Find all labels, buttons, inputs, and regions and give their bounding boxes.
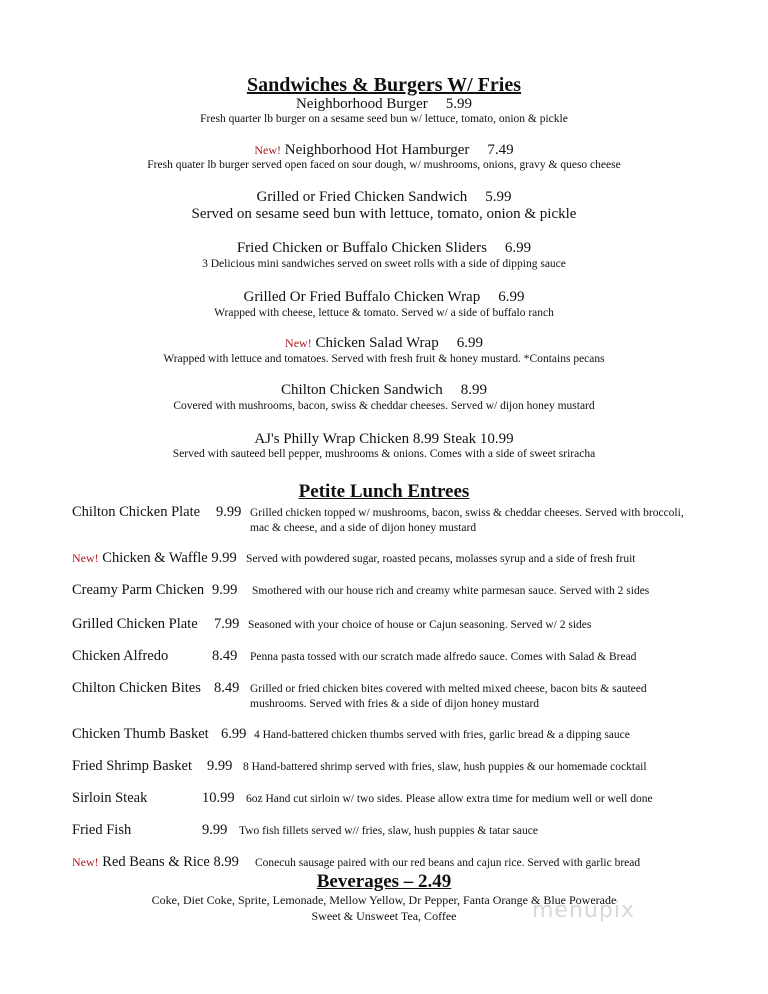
item-description: Seasoned with your choice of house or Cajun seasoning. Served w/ 2 sides [248,619,592,631]
item-price: 6.99 [498,289,525,305]
item-description: Served with sauteed bell pepper, mushrooms & onions. Comes with a side of sweet sriracha [172,448,596,460]
menu-row-chicken-alfredo [72,648,712,666]
item-description: Wrapped with lettuce and tomatoes. Served with fresh fruit & honey mustard. *Contains pecans [163,353,605,365]
item-description: Grilled or fried chicken bites covered with melted mixed cheese, bacon bits & sauteed mushrooms. Served with fries & a side of dijon honey mustard [250,683,647,710]
item-price: 6.99 [221,726,247,742]
item-description: Two fish fillets served w// fries, slaw, hush puppies & tatar sauce [239,825,538,837]
menupix-watermark: menupix [532,898,635,923]
sandwiches-heading: Sandwiches & Burgers W/ Fries [246,74,522,96]
item-description: Grilled chicken topped w/ mushrooms, bacon, swiss & cheddar cheeses. Served with broccoli, mac & cheese, and a side of dijon honey mustard [250,507,684,534]
item-name: Fried Chicken or Buffalo Chicken Sliders [236,240,487,256]
item-description: Served with powdered sugar, roasted pecans, molasses syrup and a side of fresh fruit [246,553,636,565]
menu-item-chilton-sandwich [0,382,768,399]
beverages-heading: Beverages – 2.49 [316,871,452,892]
menu-item-chicken-salad-wrap [0,335,768,352]
menu-item-chicken-sliders [0,240,768,257]
item-price: 8.99 [460,382,487,398]
menu-row-fried-fish [72,822,712,840]
item-name-wrap [72,854,239,871]
item-price: 7.49 [487,142,514,158]
menu-row-thumb-basket [72,726,712,744]
item-price: 9.99 [207,758,233,774]
new-badge: New! [72,855,99,869]
item-name: Neighborhood Hot Hamburger [284,142,470,158]
menu-row-red-beans-rice [72,854,712,872]
lunch-heading: Petite Lunch Entrees [298,481,470,502]
item-description: Conecuh sausage paired with our red beans and cajun rice. Served with garlic bread [255,857,641,869]
new-badge: New! [72,551,99,565]
item-name: Sirloin Steak [72,790,148,806]
item-name: Chicken Salad Wrap [315,335,439,351]
item-name: Fried Fish [72,822,132,838]
item-name: Chicken Alfredo [72,648,169,664]
item-price: 8.49 [212,648,238,664]
menu-item-neighborhood-burger [0,96,768,113]
item-description: Fresh quarter lb burger on a sesame seed bun w/ lettuce, tomato, onion & pickle [200,113,568,125]
item-price: 9.99 [211,550,237,566]
item-name: Chilton Chicken Sandwich [281,382,443,398]
item-name: AJ's Philly Wrap Chicken 8.99 Steak 10.99 [254,431,514,447]
item-price: 8.99 [213,854,239,870]
item-price: 9.99 [202,822,228,838]
menu-item-chicken-sandwich [0,189,768,206]
item-name: Chilton Chicken Bites [72,680,201,696]
item-name: Grilled Or Fried Buffalo Chicken Wrap [243,289,481,305]
menu-row-chicken-bites [72,680,712,712]
item-price: 6.99 [504,240,532,256]
item-name: Chicken Thumb Basket [72,726,209,742]
item-price: 8.49 [214,680,240,696]
item-price: 9.99 [212,582,238,598]
beverages-line-1: Coke, Diet Coke, Sprite, Lemonade, Mellow Yellow, Dr Pepper, Fanta Orange & Blue Powerade [151,893,617,907]
item-price: 6.99 [456,335,483,351]
beverages-line-2: Sweet & Unsweet Tea, Coffee [311,909,457,923]
item-name: Neighborhood Burger [295,96,428,112]
menu-item-philly-wrap [0,431,768,448]
item-description: Served on sesame seed bun with lettuce, tomato, onion & pickle [191,206,577,222]
menu-item-buffalo-wrap [0,289,768,306]
item-name: Chilton Chicken Plate [72,504,201,520]
new-badge: New! [254,143,281,157]
new-badge: New! [285,336,312,350]
menu-row-creamy-parm [72,582,712,600]
item-name: Grilled or Fried Chicken Sandwich [256,189,468,205]
item-description: Wrapped with cheese, lettuce & tomato. Served w/ a side of buffalo ranch [214,307,554,319]
item-price: 5.99 [445,96,473,112]
item-description: Fresh quater lb burger served open faced on sour dough, w/ mushrooms, onions, gravy & queso cheese [147,159,621,171]
item-price: 10.99 [202,790,235,806]
item-name: Chicken & Waffle [102,550,208,566]
item-name: Red Beans & Rice [102,854,210,870]
item-description: Smothered with our house rich and creamy white parmesan sauce. Served with 2 sides [252,585,650,597]
menu-row-sirloin-steak [72,790,712,808]
item-name: Creamy Parm Chicken [72,582,205,598]
menu-row-grilled-chicken-plate [72,616,712,634]
item-description: 4 Hand-battered chicken thumbs served with fries, garlic bread & a dipping sauce [254,729,630,741]
item-price: 5.99 [485,189,512,205]
item-name: Grilled Chicken Plate [72,616,198,632]
item-name-wrap [72,550,237,567]
menu-row-shrimp-basket [72,758,712,776]
item-description: 3 Delicious mini sandwiches served on sweet rolls with a side of dipping sauce [202,258,566,270]
item-description: Covered with mushrooms, bacon, swiss & cheddar cheeses. Served w/ dijon honey mustard [173,400,595,412]
menu-item-hot-hamburger [0,142,768,159]
item-price: 9.99 [216,504,242,520]
menu-row-chilton-chicken-plate [72,504,712,536]
item-description: 6oz Hand cut sirloin w/ two sides. Please allow extra time for medium well or well done [246,793,653,805]
menu-row-chicken-waffle [72,550,712,568]
item-description: Penna pasta tossed with our scratch made alfredo sauce. Comes with Salad & Bread [250,651,637,663]
item-name: Fried Shrimp Basket [72,758,193,774]
item-description: 8 Hand-battered shrimp served with fries, slaw, hush puppies & our homemade cocktail [243,761,647,773]
item-price: 7.99 [214,616,240,632]
